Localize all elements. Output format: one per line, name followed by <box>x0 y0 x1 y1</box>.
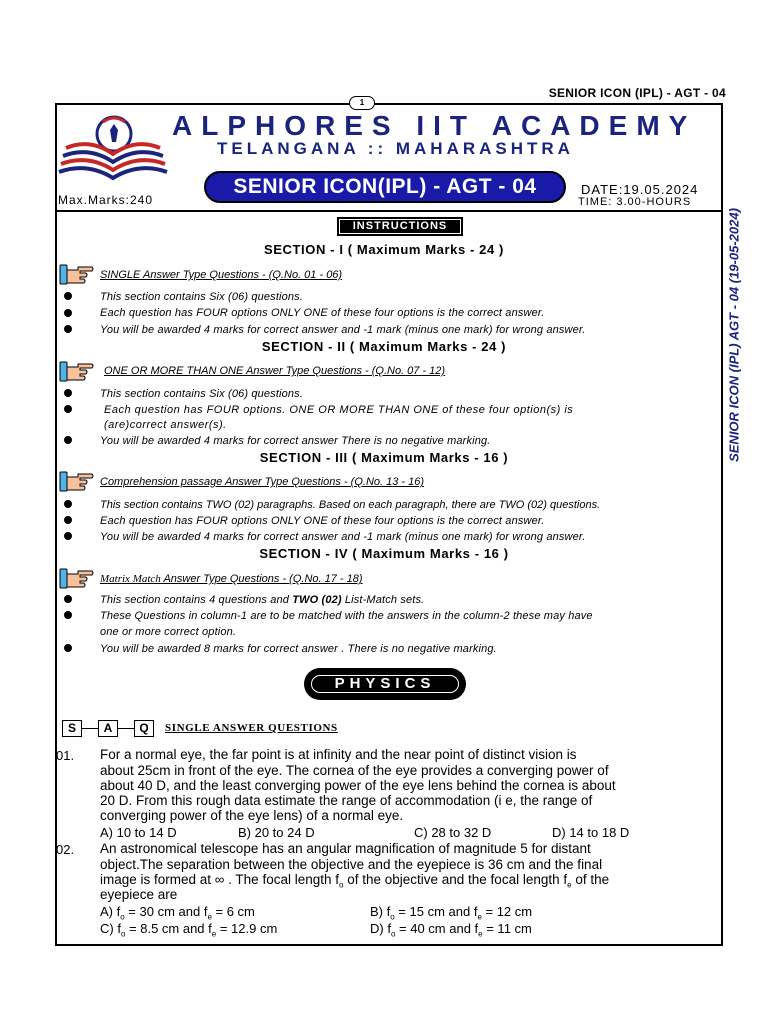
bullet-icon <box>64 516 72 524</box>
option-d-value-2: = 11 cm <box>482 921 532 936</box>
question-1-line-5: converging power of the eye lens) of a normal eye. <box>100 808 404 823</box>
pointing-hand-icon <box>58 469 94 493</box>
bullet-icon <box>64 325 72 333</box>
question-1-option-a[interactable]: A) 10 to 14 D <box>100 825 177 840</box>
option-c-label: C) f <box>100 921 121 936</box>
max-marks: Max.Marks:240 <box>58 193 154 207</box>
pointing-hand-icon <box>58 262 94 286</box>
section-2-type: ONE OR MORE THAN ONE Answer Type Questions - (Q.No. 07 - 12) <box>104 365 446 377</box>
bullet-icon <box>64 532 72 540</box>
section-1-bullet-2: Each question has FOUR options ONLY ONE of these four options is the correct answer. <box>100 307 545 319</box>
header-exam-code: SENIOR ICON (IPL) - AGT - 04 <box>548 86 726 100</box>
bullet-icon <box>64 611 72 619</box>
section-1-heading: SECTION - I ( Maximum Marks - 24 ) <box>263 242 504 257</box>
bullet-icon <box>64 500 72 508</box>
section-4-bullet-1-start: This section contains 4 questions and <box>100 594 293 606</box>
saq-letter-a: A <box>98 720 118 737</box>
subscript-o: o <box>339 880 344 890</box>
subscript-o: o <box>390 912 395 922</box>
section-2-bullet-2: Each question has FOUR options. ONE OR MORE THAN ONE of these four option(s) is <box>104 404 574 416</box>
question-2-option-b[interactable] <box>370 904 532 922</box>
section-4-heading: SECTION - IV ( Maximum Marks - 16 ) <box>259 546 509 561</box>
section-4-bullet-1-bold: TWO (02) <box>292 594 342 606</box>
section-2-heading: SECTION - II ( Maximum Marks - 24 ) <box>261 339 507 354</box>
section-1-type: SINGLE Answer Type Questions - (Q.No. 01 - 06) <box>100 269 343 281</box>
question-2-line-3-b: of the objective and the focal length f <box>343 872 568 887</box>
section-4-bullet-2: These Questions in column-1 are to be matched with the answers in the column-2 these may have <box>100 610 593 622</box>
pointing-hand-icon <box>58 566 94 590</box>
academy-logo-book-icon <box>58 112 168 182</box>
section-4-type-matrix: Matrix Match <box>100 573 161 585</box>
instructions-label-text: INSTRUCTIONS <box>340 220 460 233</box>
exam-title-banner: SENIOR ICON(IPL) - AGT - 04 <box>204 171 566 203</box>
question-2-number: 02. <box>56 842 75 857</box>
subscript-e: e <box>477 912 482 922</box>
section-2-bullet-2-continued: (are)correct answer(s). <box>104 419 227 431</box>
question-2-line-1: An astronomical telescope has an angular magnification of magnitude 5 for distant <box>100 841 591 856</box>
saq-letter-q: Q <box>134 720 154 737</box>
bullet-icon <box>64 292 72 300</box>
option-b-label: B) f <box>370 904 391 919</box>
option-c-value-1: = 8.5 cm and f <box>125 921 212 936</box>
question-1-line-3: about 40 D, and the least converging power of the eye lens behind the cornea is about <box>100 778 616 793</box>
subject-title: PHYSICS <box>311 675 459 693</box>
subscript-e: e <box>207 912 212 922</box>
question-2-line-2: object.The separation between the objective and the eyepiece is 36 cm and the final <box>100 857 603 872</box>
side-exam-label-text: SENIOR ICON (IPL) AGT - 04 (19-05-2024) <box>726 208 742 462</box>
subscript-e: e <box>567 880 572 890</box>
section-1-bullet-3: You will be awarded 4 marks for correct answer and -1 mark (minus one mark) for wrong answer. <box>100 324 586 336</box>
pointing-hand-icon <box>58 359 94 383</box>
saq-title: SINGLE ANSWER QUESTIONS <box>165 722 338 734</box>
question-1-line-1: For a normal eye, the far point is at infinity and the near point of distinct vision is <box>100 747 577 762</box>
exam-time: TIME: 3.00-HOURS <box>578 196 692 208</box>
section-3-bullet-3: You will be awarded 4 marks for correct answer and -1 mark (minus one mark) for wrong answer. <box>100 531 586 543</box>
section-4-bullet-1 <box>100 594 424 606</box>
section-2-bullet-3: You will be awarded 4 marks for correct answer There is no negative marking. <box>100 435 491 447</box>
question-1-number: 01. <box>56 748 75 763</box>
option-b-value-1: = 15 cm and f <box>394 904 478 919</box>
question-2-option-d[interactable] <box>370 921 532 939</box>
option-c-value-2: = 12.9 cm <box>216 921 278 936</box>
option-a-value-1: = 30 cm and f <box>124 904 208 919</box>
subscript-o: o <box>120 912 125 922</box>
option-d-label: D) f <box>370 921 391 936</box>
exam-date: DATE:19.05.2024 <box>581 182 699 197</box>
section-4-bullet-1-end: List-Match sets. <box>341 594 425 606</box>
question-2-line-3-a: image is formed at ∞ . The focal length f <box>100 872 339 887</box>
saq-connector <box>82 728 98 729</box>
question-2-line-3-c: of the <box>571 872 610 887</box>
section-3-type: Comprehension passage Answer Type Questions - (Q.No. 13 - 16) <box>100 476 425 488</box>
bullet-icon <box>64 595 72 603</box>
page-number: 1 <box>349 96 375 110</box>
option-b-value-2: = 12 cm <box>481 904 533 919</box>
question-2-option-c[interactable] <box>100 921 277 939</box>
bullet-icon <box>64 644 72 652</box>
bullet-icon <box>64 436 72 444</box>
question-1-line-4: 20 D. From this rough data estimate the range of accommodation (i e, the range of <box>100 793 593 808</box>
subscript-e: e <box>478 929 483 939</box>
section-3-heading: SECTION - III ( Maximum Marks - 16 ) <box>259 450 509 465</box>
section-2-bullet-1: This section contains Six (06) questions. <box>100 388 304 400</box>
question-2-option-a[interactable] <box>100 904 255 922</box>
question-2-line-4: eyepiece are <box>100 887 178 902</box>
question-1-option-d[interactable]: D) 14 to 18 D <box>552 825 630 840</box>
saq-connector <box>118 728 134 729</box>
section-3-bullet-1: This section contains TWO (02) paragraphs. Based on each paragraph, there are TWO (02) questions. <box>100 499 601 511</box>
header-divider <box>57 210 721 212</box>
option-a-value-2: = 6 cm <box>211 904 255 919</box>
academy-name: ALPHORES IIT ACADEMY <box>172 110 697 141</box>
subscript-e: e <box>211 929 217 939</box>
subscript-o: o <box>390 929 396 939</box>
section-4-bullet-2-continued: one or more correct option. <box>100 626 237 638</box>
subscript-o: o <box>120 929 126 939</box>
bullet-icon <box>64 309 72 317</box>
section-1-bullet-1: This section contains Six (06) questions. <box>100 291 304 303</box>
option-a-label: A) f <box>100 904 121 919</box>
subject-banner <box>304 668 466 700</box>
bullet-icon <box>64 389 72 397</box>
instructions-label <box>337 217 463 236</box>
section-3-bullet-2: Each question has FOUR options ONLY ONE of these four options is the correct answer. <box>100 515 545 527</box>
section-4-bullet-3: You will be awarded 8 marks for correct answer . There is no negative marking. <box>100 643 497 655</box>
academy-states: TELANGANA :: MAHARASHTRA <box>217 139 574 158</box>
question-1-option-b[interactable]: B) 20 to 24 D <box>238 825 315 840</box>
saq-letter-s: S <box>62 720 82 737</box>
question-1-option-c[interactable]: C) 28 to 32 D <box>414 825 492 840</box>
question-1-line-2: about 25cm in front of the eye. The cornea of the eye provides a converging power of <box>100 763 609 778</box>
bullet-icon <box>64 405 72 413</box>
option-d-value-1: = 40 cm and f <box>395 921 479 936</box>
section-4-type-rest: Answer Type Questions - (Q.No. 17 - 18) <box>160 573 363 585</box>
section-4-type <box>100 573 363 585</box>
